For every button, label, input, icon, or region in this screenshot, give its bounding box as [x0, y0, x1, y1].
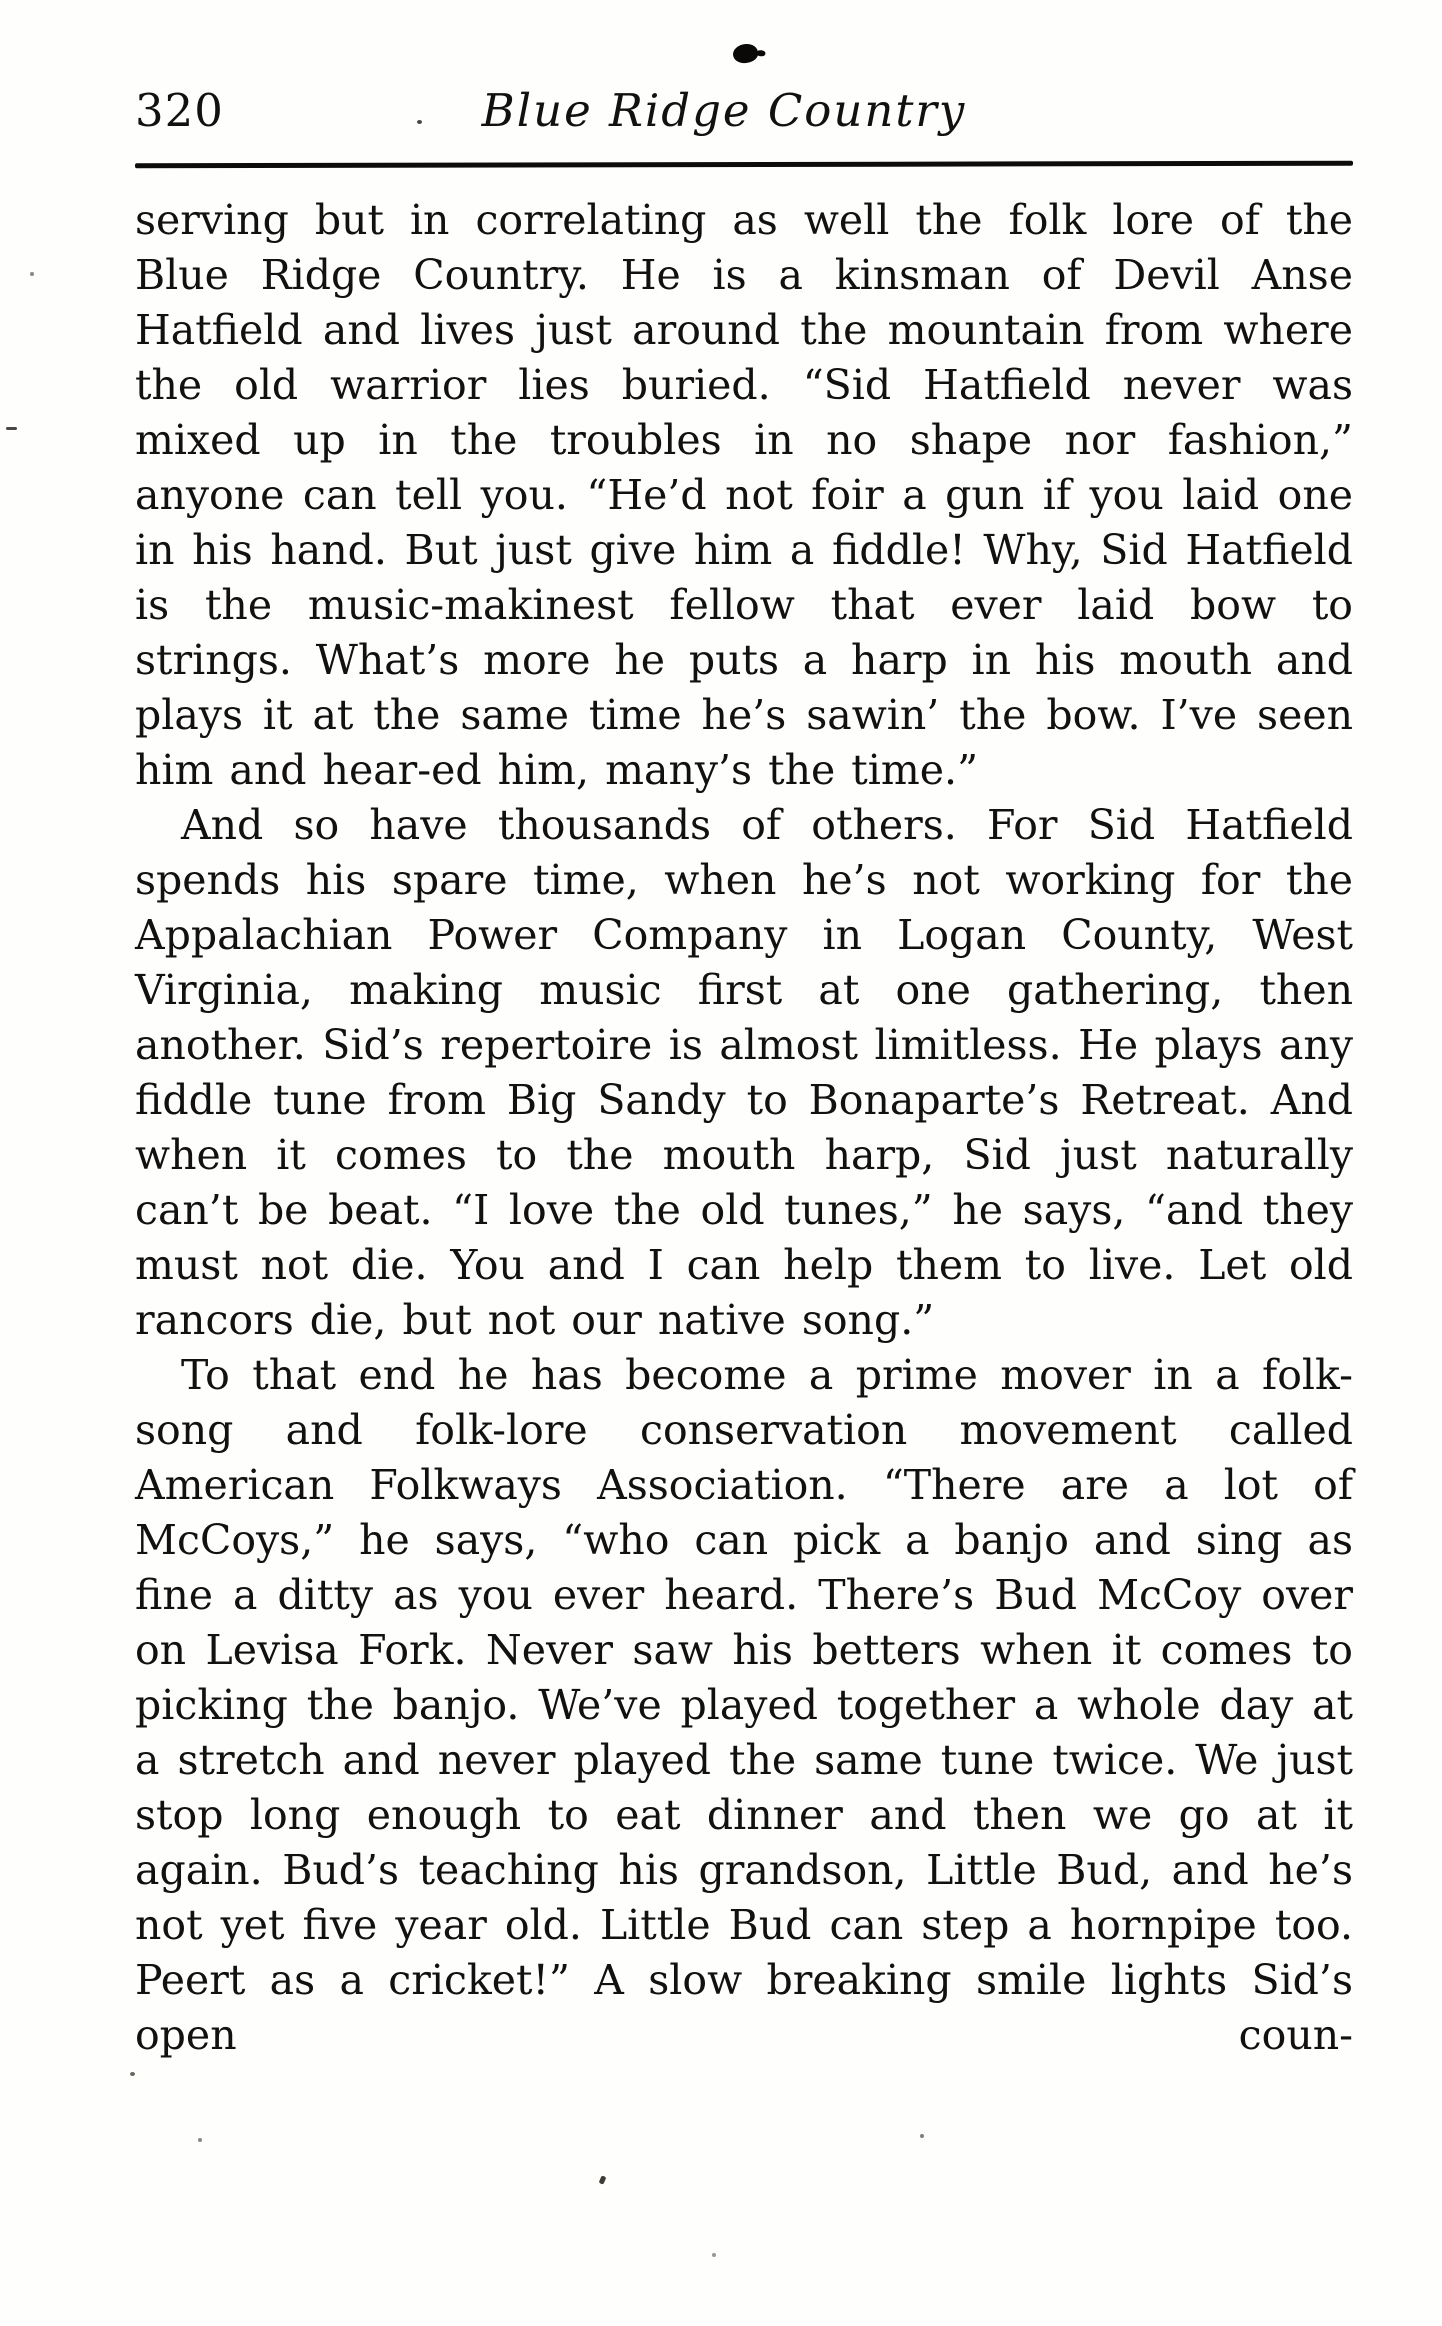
ink-speck: [712, 2253, 716, 2257]
body-text: [135, 193, 1353, 2063]
ink-speck: [599, 2175, 607, 2184]
page-number: 320: [135, 84, 224, 137]
ink-speck: [6, 427, 17, 430]
ink-speck: [920, 2134, 924, 2138]
ink-speck: [130, 2072, 135, 2076]
ink-speck: [30, 272, 34, 276]
paragraph-2: And so have thousands of others. For Sid Hatfield spends his spare time, when he’s not working for the Appalachian Power Company in Logan County, West Virginia, making music first at one gathering, then another. Sid’s repertoire is almost limitless. He plays any fiddle tune from Big Sandy to Bonaparte’s Retreat. And when it comes to the mouth harp, Sid just naturally can’t be beat. “I love the old tunes,” he says, “and they must not die. You and I can help them to live. Let old rancors die, but not our native song.”: [135, 801, 1353, 1344]
page-content: [135, 84, 1353, 2063]
page-header: [135, 84, 1353, 148]
paragraph-1: serving but in correlating as well the folk lore of the Blue Ridge Country. He is a kinsman of Devil Anse Hatfield and lives just around the mountain from where the old warrior lies buried. “Sid Hatfield never was mixed up in the troubles in no shape nor fashion,” anyone can tell you. “He’d not foir a gun if you laid one in his hand. But just give him a fiddle! Why, Sid Hatfield is the music-makinest fellow that ever laid bow to strings. What’s more he puts a harp in his mouth and plays it at the same time he’s sawin’ the bow. I’ve seen him and hear-ed him, many’s the time.”: [135, 196, 1353, 794]
running-title: Blue Ridge Country: [481, 84, 967, 137]
header-rule: [135, 161, 1353, 169]
paragraph-3: To that end he has become a prime mover in a folk-song and folk-lore conservation movement called American Folkways Association. “There are a lot of McCoys,” he says, “who can pick a banjo and sing as fine a ditty as you ever heard. There’s Bud McCoy over on Levisa Fork. Never saw his betters when it comes to picking the banjo. We’ve played together a whole day at a stretch and never played the same tune twice. We just stop long enough to eat dinner and then we go at it again. Bud’s teaching his grandson, Little Bud, and he’s not yet five year old. Little Bud can step a hornpipe too. Peert as a cricket!” A slow breaking smile lights Sid’s open coun-: [135, 1351, 1353, 2059]
ink-blot: [731, 41, 760, 65]
ink-speck: [198, 2138, 202, 2142]
